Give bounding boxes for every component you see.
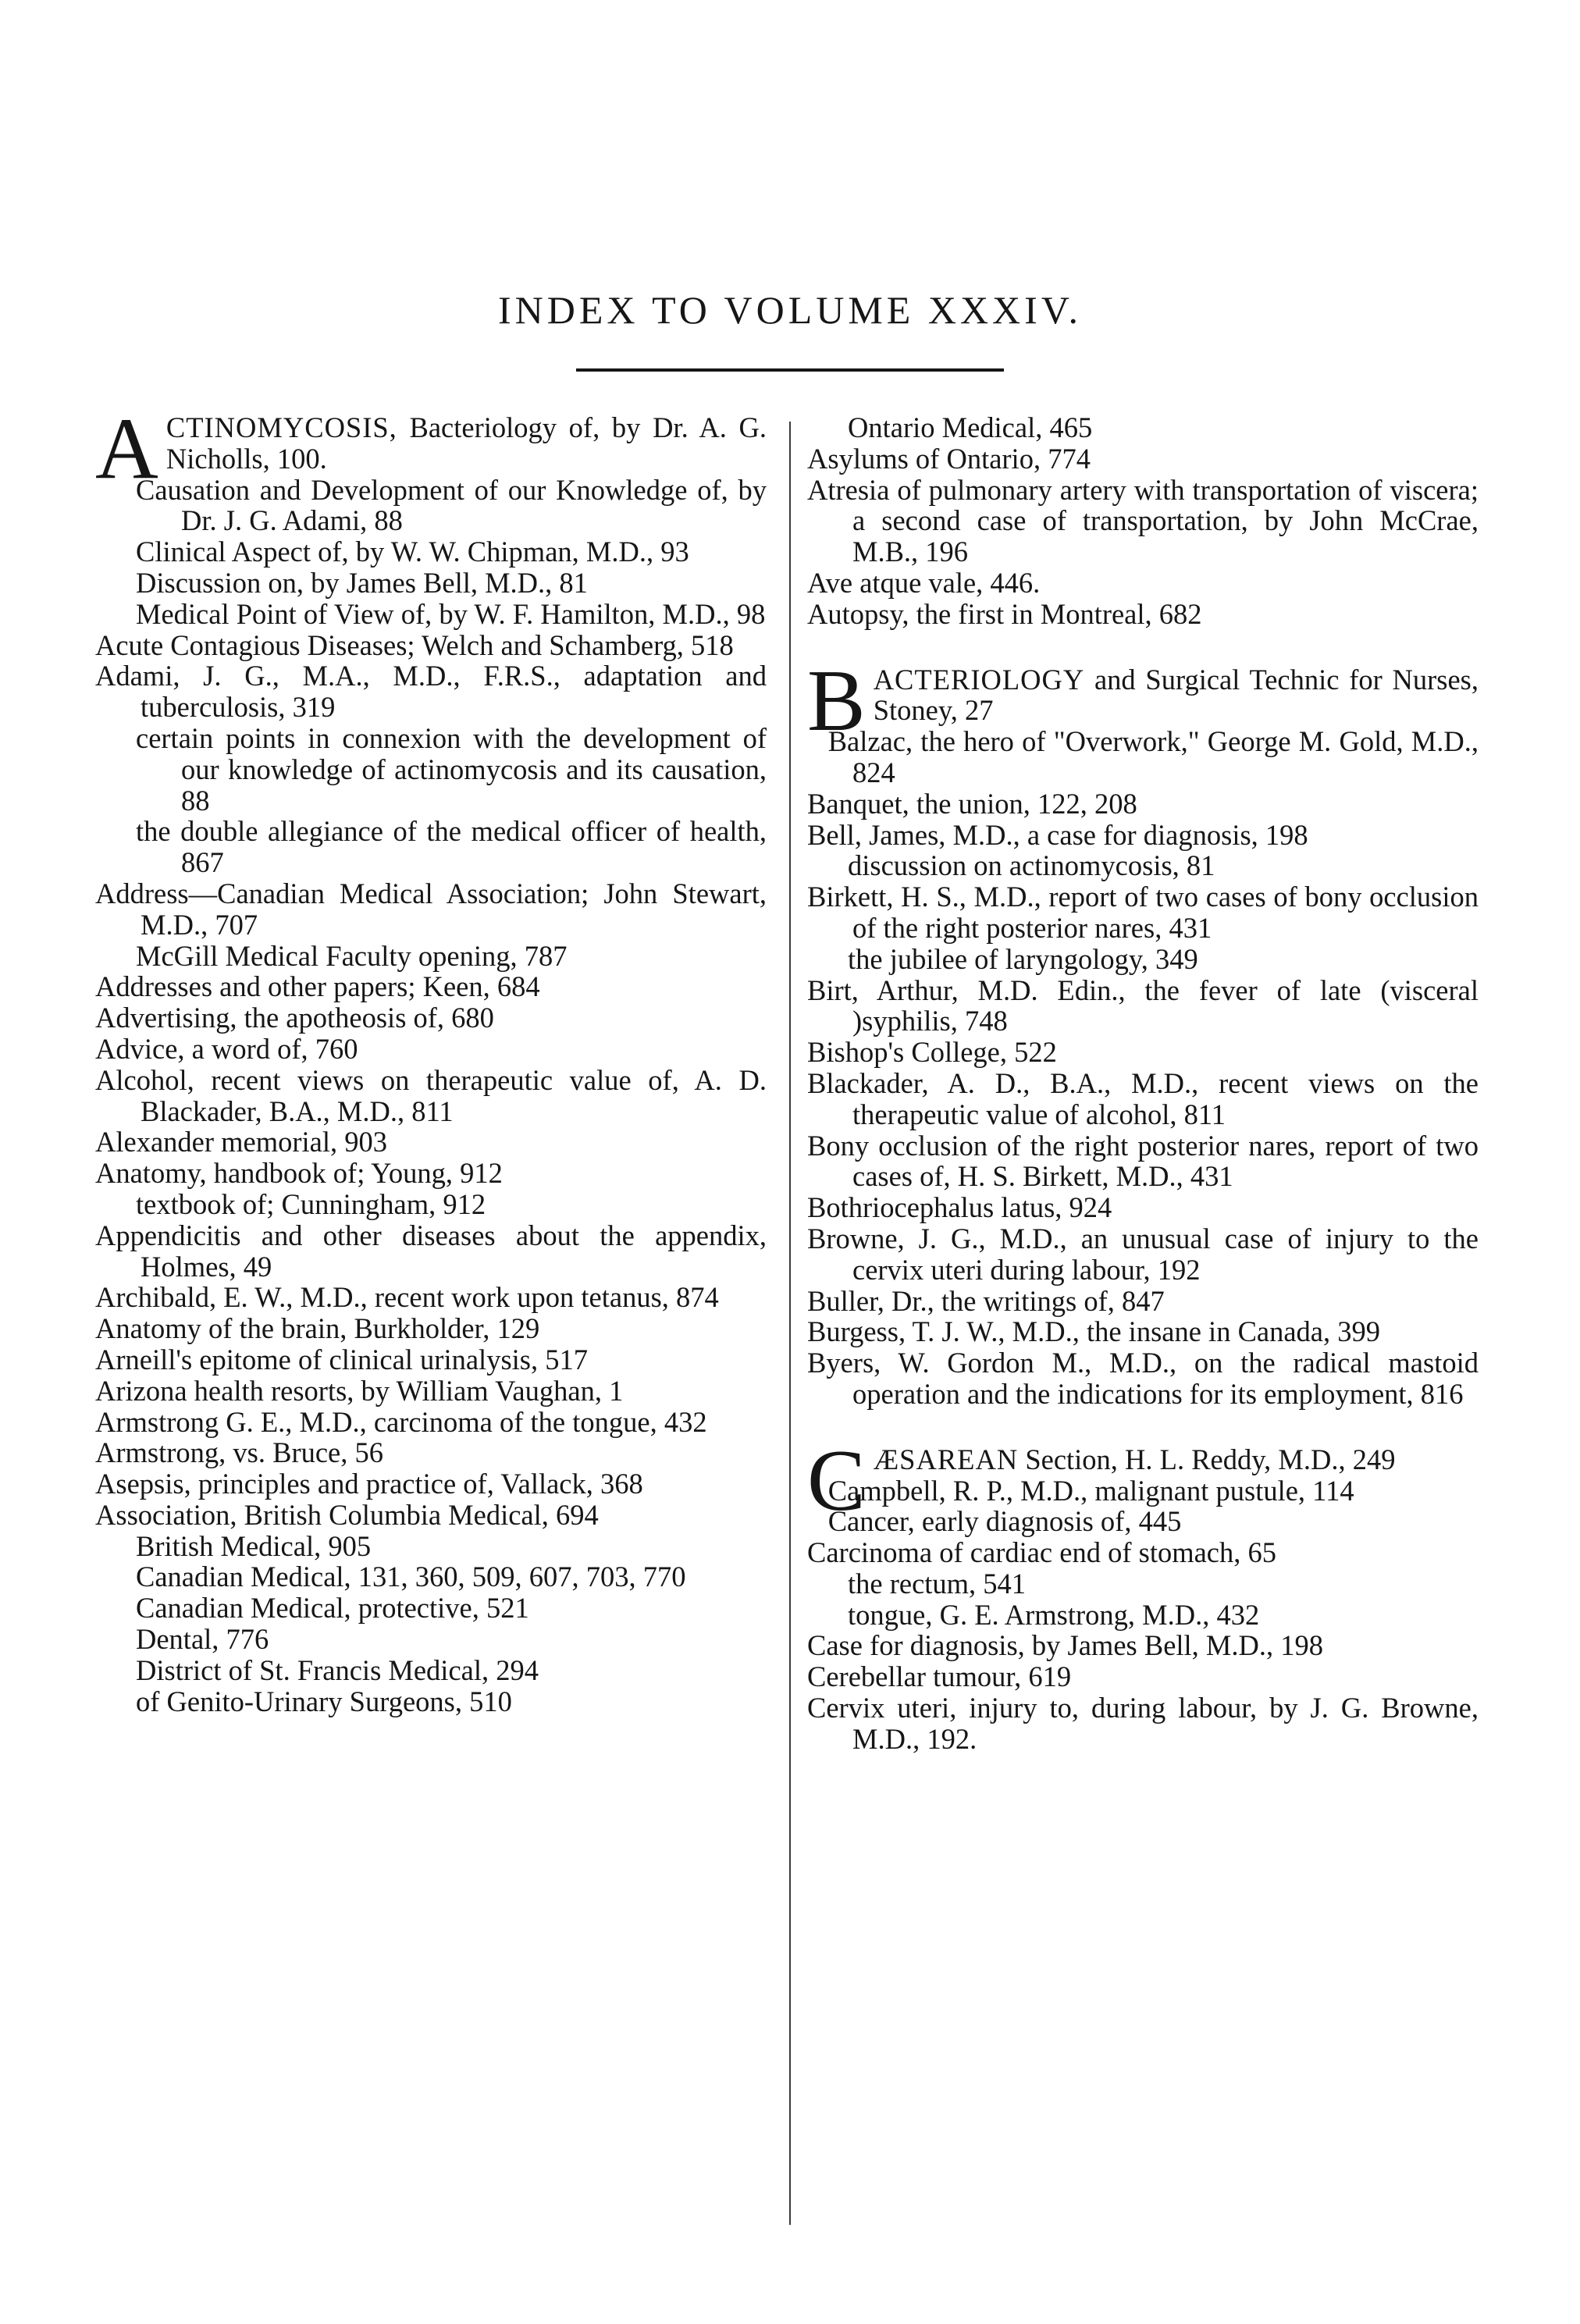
index-subentry: Dental, 776 [136,1623,269,1656]
index-entry: Birt, Arthur, M.D. Edin., the fever of late (visceral )syphilis, 748 [807,973,1479,1037]
index-subentry: the double allegiance of the medical officer of health, 867 [136,815,767,879]
index-entry: Anatomy, handbook of; Young, 912 [95,1157,503,1190]
index-entry: Anatomy of the brain, Burkholder, 129 [95,1312,540,1345]
drop-cap-letter: A [95,400,158,497]
index-subentry: the rectum, 541 [848,1567,1027,1600]
index-entry: Carcinoma of cardiac end of stomach, 65 [807,1536,1277,1569]
index-entry: Bothriocephalus latus, 924 [807,1191,1112,1224]
index-entry: Armstrong G. E., M.D., carcinoma of the tongue, 432 [95,1405,707,1438]
title-rule [576,368,1004,372]
index-entry: Atresia of pulmonary artery with transportation of viscera; a second case of transportation, by John McCrae, M.B., 196 [807,473,1479,568]
index-section-start [95,400,767,497]
drop-cap-letter: C [807,1432,866,1529]
index-entry-text: and Surgical Technic for Nurses, Stoney, 27 [873,663,1479,727]
index-entry: Advertising, the apotheosis of, 680 [95,1002,494,1034]
index-section-start [807,652,1479,749]
index-entry: Bishop's College, 522 [807,1036,1057,1069]
index-subentry: Canadian Medical, 131, 360, 509, 607, 703, 770 [136,1561,686,1593]
index-entry: Banquet, the union, 122, 208 [807,787,1137,820]
index-entry: Alexander memorial, 903 [95,1126,388,1158]
index-entry: Cancer, early diagnosis of, 445 [827,1505,1182,1538]
index-subentry: certain points in connexion with the development of our knowledge of actinomycosis and its causation, 88 [136,721,767,817]
index-subentry: British Medical, 905 [136,1529,372,1562]
index-subentry: Ontario Medical, 465 [848,411,1093,443]
index-entry: Acute Contagious Diseases; Welch and Schamberg, 518 [95,628,734,661]
index-entry: Browne, J. G., M.D., an unusual case of injury to the cervix uteri during labour, 192 [807,1222,1479,1286]
index-entry: Blackader, A. D., B.A., M.D., recent views on the therapeutic value of alcohol, 811 [807,1066,1479,1130]
index-entry: Bony occlusion of the right posterior nares, report of two cases of, H. S. Birkett, M.D., 431 [807,1129,1479,1193]
index-subentry: Causation and Development of our Knowledge of, by Dr. J. G. Adami, 88 [136,473,767,537]
index-entry: Advice, a word of, 760 [95,1032,358,1065]
index-entry-text: Section, H. L. Reddy, M.D., 249 [1018,1443,1396,1475]
index-entry: Archibald, E. W., M.D., recent work upon tetanus, 874 [95,1281,719,1314]
index-entry: Burgess, T. J. W., M.D., the insane in Canada, 399 [807,1315,1381,1348]
index-subentry: McGill Medical Faculty opening, 787 [136,939,568,972]
index-entry: Cerebellar tumour, 619 [807,1660,1072,1693]
index-subentry: textbook of; Cunningham, 912 [136,1187,486,1220]
index-entry: Asepsis, principles and practice of, Vallack, 368 [95,1468,643,1500]
index-column-right [807,412,1479,1755]
index-entry: Byers, W. Gordon M., M.D., on the radical mastoid operation and the indications for its employment, 816 [807,1347,1479,1410]
index-entry: Case for diagnosis, by James Bell, M.D., 198 [807,1629,1323,1662]
index-entry: Buller, Dr., the writings of, 847 [807,1284,1165,1317]
column-divider [789,422,791,2225]
index-heading: ÆSAREAN [873,1443,1019,1475]
index-entry: Adami, J. G., M.A., M.D., F.R.S., adaptation and tuberculosis, 319 [95,660,767,724]
index-subentry: tongue, G. E. Armstrong, M.D., 432 [848,1598,1260,1631]
drop-cap-letter: B [807,652,866,749]
index-column-left [95,400,767,1717]
index-heading: ACTERIOLOGY [873,663,1085,696]
index-entry: Arizona health resorts, by William Vaughan, 1 [95,1374,624,1407]
index-subentry: Canadian Medical, protective, 521 [136,1592,529,1625]
index-entry: Campbell, R. P., M.D., malignant pustule, 114 [827,1474,1354,1507]
index-entry: Asylums of Ontario, 774 [807,442,1091,475]
index-entry: Alcohol, recent views on therapeutic value of, A. D. Blackader, B.A., M.D., 811 [95,1063,767,1127]
index-entry: Autopsy, the first in Montreal, 682 [807,597,1202,630]
index-entry: Balzac, the hero of "Overwork," George M. Gold, M.D., 824 [827,725,1479,788]
index-entry: Association, British Columbia Medical, 694 [95,1498,599,1531]
page-title: INDEX TO VOLUME XXXIV. [498,288,1082,332]
index-heading: CTINOMYCOSIS, [165,411,397,443]
index-entry: Cervix uteri, injury to, during labour, by J. G. Browne, M.D., 192. [807,1692,1479,1755]
index-subentry: Medical Point of View of, by W. F. Hamilton, M.D., 98 [136,597,766,630]
index-subentry: discussion on actinomycosis, 81 [848,849,1215,882]
index-entry: Bell, James, M.D., a case for diagnosis, 198 [807,818,1308,851]
index-entry: Arneill's epitome of clinical urinalysis, 517 [95,1343,588,1376]
index-entry-text: Bacteriology of, by Dr. A. G. Nicholls, 100. [165,411,767,475]
index-entry: Addresses and other papers; Keen, 684 [95,970,540,1003]
index-subentry: Discussion on, by James Bell, M.D., 81 [136,566,588,599]
index-entry: Address—Canadian Medical Association; John Stewart, M.D., 707 [95,877,767,941]
index-entry: Ave atque vale, 446. [807,566,1041,599]
index-subentry: District of St. Francis Medical, 294 [136,1653,539,1686]
index-subentry: Clinical Aspect of, by W. W. Chipman, M.D., 93 [136,536,689,568]
index-subentry: the jubilee of laryngology, 349 [848,942,1198,975]
index-entry: Birkett, H. S., M.D., report of two cases of bony occlusion of the right posterior nares, 431 [807,881,1479,944]
index-entry: Appendicitis and other diseases about the appendix, Holmes, 49 [95,1219,767,1283]
index-entry: Armstrong, vs. Bruce, 56 [95,1436,384,1469]
index-subentry: of Genito-Urinary Surgeons, 510 [136,1685,512,1717]
